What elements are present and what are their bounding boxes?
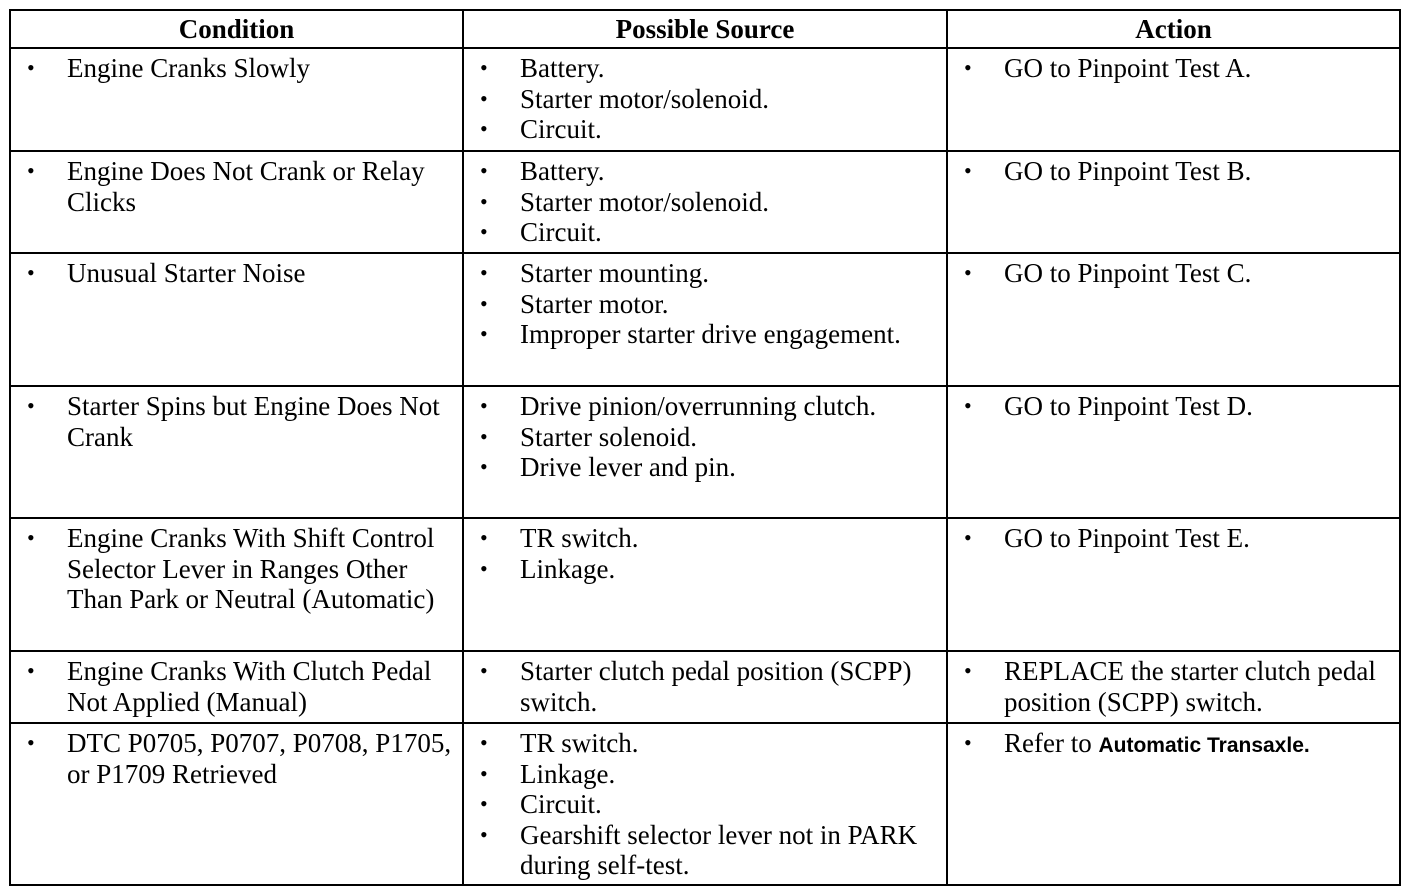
condition-cell bbox=[10, 518, 463, 651]
action-cell bbox=[947, 253, 1400, 386]
action-list bbox=[956, 258, 1389, 289]
condition-list bbox=[19, 656, 452, 717]
condition-text: • Engine Cranks With Shift Control Selector Lever in Ranges Other Than Park or Neutral (Automatic) bbox=[19, 523, 452, 615]
action-item bbox=[956, 258, 1389, 289]
table-body bbox=[10, 48, 1400, 885]
condition-cell bbox=[10, 151, 463, 253]
source-list bbox=[472, 156, 936, 248]
possible-source-cell bbox=[463, 151, 947, 253]
source-item: • Starter motor. bbox=[472, 289, 936, 320]
possible-source-cell bbox=[463, 723, 947, 885]
condition-list bbox=[19, 53, 452, 84]
action-cell bbox=[947, 386, 1400, 518]
table-row bbox=[10, 386, 1400, 518]
symptom-chart-table bbox=[9, 9, 1401, 886]
condition-text: • Starter Spins but Engine Does Not Crank bbox=[19, 391, 452, 452]
condition-text: • Engine Does Not Crank or Relay Clicks bbox=[19, 156, 452, 217]
action-list bbox=[956, 656, 1389, 717]
source-item: • Drive pinion/overrunning clutch. bbox=[472, 391, 936, 422]
action-text: GO to Pinpoint Test B. bbox=[1004, 156, 1252, 186]
condition-list bbox=[19, 523, 452, 615]
action-list bbox=[956, 523, 1389, 554]
source-item: • Starter motor/solenoid. bbox=[472, 187, 936, 218]
source-list bbox=[472, 728, 936, 881]
action-text: GO to Pinpoint Test D. bbox=[1004, 391, 1253, 421]
table-row bbox=[10, 151, 1400, 253]
action-item bbox=[956, 156, 1389, 187]
source-list bbox=[472, 53, 936, 145]
action-reference-link[interactable]: Automatic Transaxle. bbox=[1098, 734, 1310, 757]
table-row bbox=[10, 723, 1400, 885]
table-row bbox=[10, 651, 1400, 723]
possible-source-cell bbox=[463, 518, 947, 651]
header-action: Action bbox=[947, 10, 1400, 48]
action-list bbox=[956, 728, 1389, 762]
header-possible-source: Possible Source bbox=[463, 10, 947, 48]
source-list bbox=[472, 391, 936, 483]
action-text: GO to Pinpoint Test C. bbox=[1004, 258, 1252, 288]
table-header-row bbox=[10, 10, 1400, 48]
condition-cell bbox=[10, 723, 463, 885]
possible-source-cell bbox=[463, 48, 947, 151]
source-item: • TR switch. bbox=[472, 728, 936, 759]
source-list bbox=[472, 258, 936, 350]
source-item: • Linkage. bbox=[472, 759, 936, 790]
condition-list bbox=[19, 258, 452, 289]
action-cell bbox=[947, 48, 1400, 151]
condition-cell bbox=[10, 386, 463, 518]
source-item: • TR switch. bbox=[472, 523, 936, 554]
condition-text: • Engine Cranks With Clutch Pedal Not Applied (Manual) bbox=[19, 656, 452, 717]
table-row bbox=[10, 518, 1400, 651]
source-item: • Battery. bbox=[472, 156, 936, 187]
source-item: • Starter mounting. bbox=[472, 258, 936, 289]
condition-cell bbox=[10, 651, 463, 723]
source-item: • Battery. bbox=[472, 53, 936, 84]
action-cell bbox=[947, 723, 1400, 885]
condition-list bbox=[19, 156, 452, 217]
table-row bbox=[10, 253, 1400, 386]
source-item: • Drive lever and pin. bbox=[472, 452, 936, 483]
condition-text: • Unusual Starter Noise bbox=[19, 258, 452, 289]
action-text: Refer to bbox=[1004, 728, 1099, 758]
action-list bbox=[956, 156, 1389, 187]
source-item: • Gearshift selector lever not in PARK during self-test. bbox=[472, 820, 936, 881]
action-cell bbox=[947, 651, 1400, 723]
possible-source-cell bbox=[463, 253, 947, 386]
possible-source-cell bbox=[463, 386, 947, 518]
source-list bbox=[472, 656, 936, 717]
action-list bbox=[956, 391, 1389, 422]
source-item: • Starter motor/solenoid. bbox=[472, 84, 936, 115]
table-row bbox=[10, 48, 1400, 151]
action-cell bbox=[947, 151, 1400, 253]
source-item: • Circuit. bbox=[472, 217, 936, 248]
action-cell bbox=[947, 518, 1400, 651]
condition-cell bbox=[10, 253, 463, 386]
action-item bbox=[956, 728, 1389, 762]
source-item: • Linkage. bbox=[472, 554, 936, 585]
source-item: • Starter clutch pedal position (SCPP) switch. bbox=[472, 656, 936, 717]
action-item bbox=[956, 656, 1389, 717]
action-item bbox=[956, 53, 1389, 84]
action-item bbox=[956, 391, 1389, 422]
condition-cell bbox=[10, 48, 463, 151]
source-item: • Starter solenoid. bbox=[472, 422, 936, 453]
action-list bbox=[956, 53, 1389, 84]
condition-list bbox=[19, 728, 452, 789]
condition-text: • Engine Cranks Slowly bbox=[19, 53, 452, 84]
source-item: • Circuit. bbox=[472, 114, 936, 145]
condition-list bbox=[19, 391, 452, 452]
action-text: GO to Pinpoint Test E. bbox=[1004, 523, 1250, 553]
source-item: • Circuit. bbox=[472, 789, 936, 820]
source-list bbox=[472, 523, 936, 584]
header-condition: Condition bbox=[10, 10, 463, 48]
possible-source-cell bbox=[463, 651, 947, 723]
source-item: • Improper starter drive engagement. bbox=[472, 319, 936, 350]
action-text: GO to Pinpoint Test A. bbox=[1004, 53, 1252, 83]
action-item bbox=[956, 523, 1389, 554]
action-text: REPLACE the starter clutch pedal position (SCPP) switch. bbox=[1004, 656, 1376, 717]
condition-text: • DTC P0705, P0707, P0708, P1705, or P1709 Retrieved bbox=[19, 728, 452, 789]
